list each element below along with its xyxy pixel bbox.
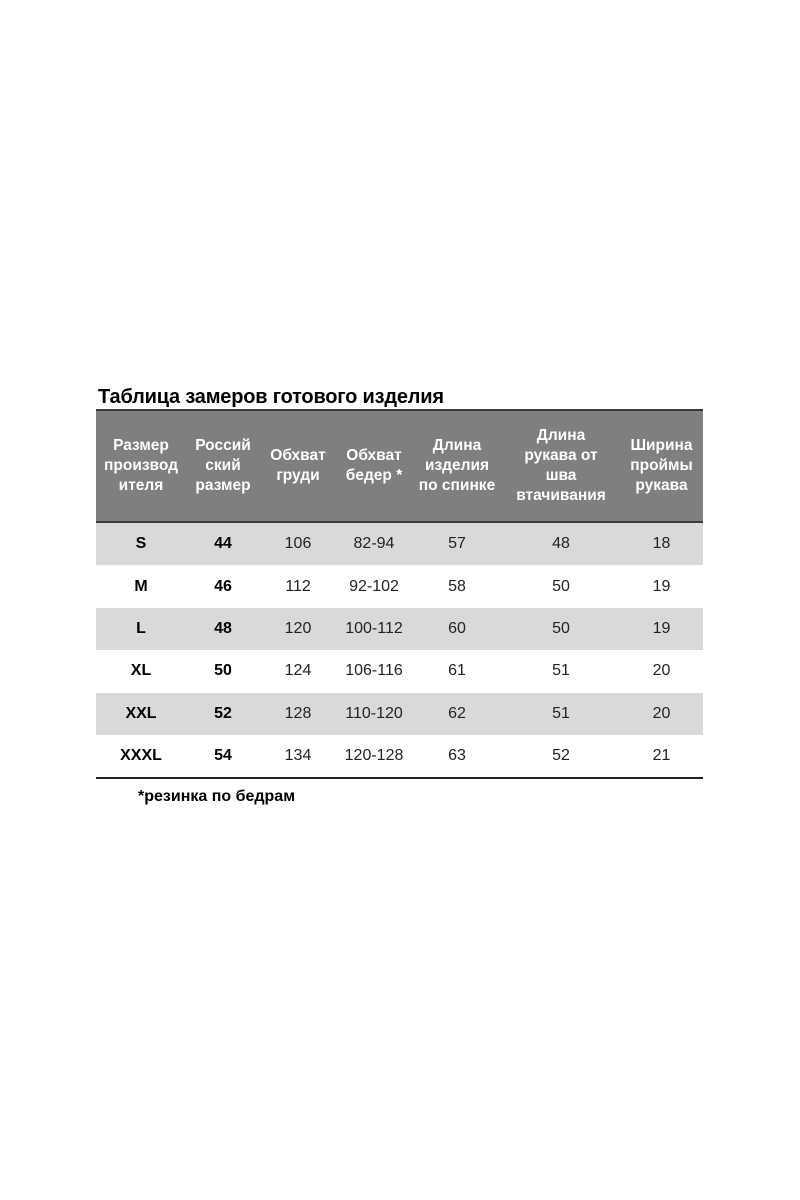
cell-sleeve-length: 51 bbox=[552, 662, 570, 680]
cell-hips: 106-116 bbox=[345, 662, 403, 680]
cell-back-length: 58 bbox=[448, 577, 466, 595]
cell-chest: 112 bbox=[285, 577, 311, 595]
cell-size: XL bbox=[130, 662, 152, 680]
cell-chest: 134 bbox=[260, 735, 336, 778]
cell-ru-size: 44 bbox=[214, 535, 232, 553]
header-line: Размер bbox=[113, 437, 169, 454]
cell-back-length: 62 bbox=[448, 704, 466, 722]
cell-armhole-width: 20 bbox=[652, 662, 671, 680]
table-row bbox=[96, 608, 703, 650]
cell-back-length: 63 bbox=[412, 735, 502, 778]
cell-chest: 106 bbox=[284, 535, 312, 553]
header-line: рукава от bbox=[524, 447, 598, 464]
header-line: проймы bbox=[630, 457, 693, 474]
header-manufacturer-size bbox=[96, 410, 186, 522]
table-row bbox=[96, 693, 703, 735]
header-line: бедер * bbox=[345, 467, 403, 484]
cell-size: S bbox=[135, 535, 147, 553]
cell-size: L bbox=[136, 619, 146, 637]
cell-ru-size: 50 bbox=[214, 662, 232, 680]
cell-size: XXL bbox=[125, 704, 157, 722]
table-row bbox=[96, 650, 703, 692]
footnote: *резинка по бедрам bbox=[138, 788, 296, 805]
cell-ru-size: 46 bbox=[214, 577, 232, 595]
header-line: Обхват bbox=[346, 447, 402, 464]
cell-hips: 110-120 bbox=[345, 704, 403, 722]
cell-armhole-width: 19 bbox=[652, 619, 671, 637]
header-line: изделия bbox=[424, 457, 490, 474]
cell-armhole-width: 20 bbox=[652, 704, 671, 722]
header-armhole-width bbox=[620, 410, 703, 522]
header-line: Ширина bbox=[630, 437, 693, 454]
cell-armhole-width: 21 bbox=[620, 735, 703, 778]
header-line: шва bbox=[545, 467, 577, 484]
cell-sleeve-length: 50 bbox=[552, 577, 570, 595]
header-hips bbox=[336, 410, 412, 522]
cell-back-length: 60 bbox=[448, 619, 466, 637]
cell-ru-size: 54 bbox=[186, 735, 260, 778]
cell-back-length: 61 bbox=[448, 662, 466, 680]
header-sleeve-length bbox=[502, 410, 620, 522]
table-row bbox=[96, 735, 703, 778]
header-line: по спинке bbox=[418, 477, 496, 494]
cell-chest: 124 bbox=[284, 662, 312, 680]
header-russian-size bbox=[186, 410, 260, 522]
cell-ru-size: 52 bbox=[214, 704, 232, 722]
cell-armhole-width: 19 bbox=[652, 577, 671, 595]
table-title: Таблица замеров готового изделия bbox=[98, 386, 444, 408]
header-line: ителя bbox=[118, 477, 164, 494]
cell-hips: 120-128 bbox=[336, 735, 412, 778]
header-line: производ bbox=[104, 457, 178, 474]
header-line: ский bbox=[205, 457, 241, 474]
cell-chest: 128 bbox=[284, 704, 312, 722]
header-chest bbox=[260, 410, 336, 522]
cell-hips: 92-102 bbox=[349, 577, 399, 595]
header-row bbox=[96, 410, 703, 522]
cell-chest: 120 bbox=[284, 619, 312, 637]
header-line: Длина bbox=[432, 437, 482, 454]
header-line: рукава bbox=[635, 477, 688, 494]
table-row bbox=[96, 565, 703, 607]
header-line: Россий bbox=[195, 437, 251, 454]
cell-sleeve-length: 48 bbox=[552, 535, 570, 553]
cell-hips: 82-94 bbox=[353, 535, 395, 553]
header-back-length bbox=[412, 410, 502, 522]
header-line: груди bbox=[276, 467, 320, 484]
header-line: Обхват bbox=[270, 447, 326, 464]
cell-size: M bbox=[134, 577, 148, 595]
cell-hips: 100-112 bbox=[345, 619, 403, 637]
cell-back-length: 57 bbox=[448, 535, 466, 553]
cell-sleeve-length: 50 bbox=[552, 619, 570, 637]
header-line: размер bbox=[195, 477, 251, 494]
header-line: Длина bbox=[536, 427, 586, 444]
cell-sleeve-length: 51 bbox=[552, 704, 570, 722]
cell-size: XXXL bbox=[96, 735, 186, 778]
cell-ru-size: 48 bbox=[214, 619, 232, 637]
cell-sleeve-length: 52 bbox=[502, 735, 620, 778]
header-line: втачивания bbox=[516, 487, 606, 504]
cell-armhole-width: 18 bbox=[652, 535, 671, 553]
measurement-table bbox=[96, 409, 703, 779]
table-row bbox=[96, 522, 703, 565]
